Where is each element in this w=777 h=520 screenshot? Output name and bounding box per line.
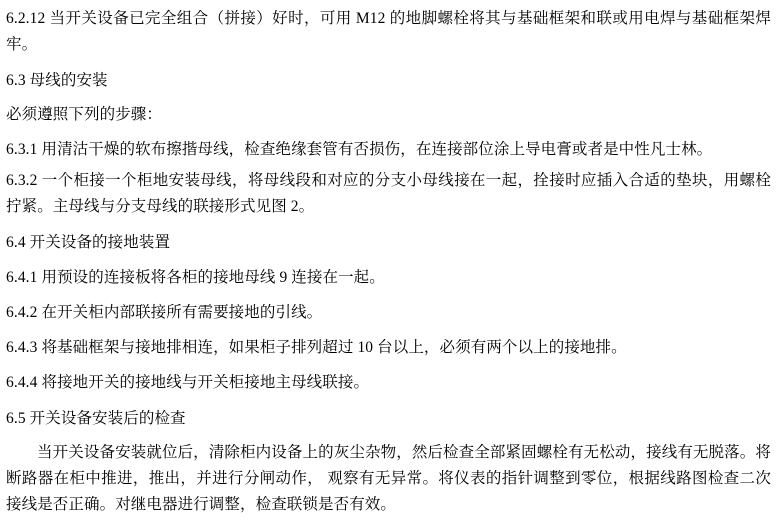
clause-6-4-3: 6.4.3 将基础框架与接地排相连，如果柜子排列超过 10 台以上，必须有两个以上的接地排。	[6, 339, 627, 356]
heading-6-5: 6.5 开关设备安装后的检查	[6, 410, 186, 427]
clause-6-3-1: 6.3.1 用清沽干燥的软布擦揩母线，检查绝缘套管有否损伤，在连接部位涂上导电膏或者是中性凡士林。	[6, 141, 713, 158]
clause-6-3-2: 6.3.2 一个柜接一个柜地安装母线，将母线段和对应的分支小母线接在一起，拴接时应插入合适的垫块，用螺栓拧紧。主母线与分支母线的联接形式见图 2。	[6, 172, 771, 215]
body-6-5: 当开关设备安装就位后，清除柜内设备上的灰尘杂物，然后检查全部紧固螺栓有无松动，接线有无脱落。将断路器在柜中推进，推出，并进行分闸动作， 观察有无异常。将仪表的指针调整到零位，根据线路图检查二次接线是否正确。对继电器进行调整，检查联锁是否有效。	[6, 444, 771, 513]
intro-6-3: 必须遵照下列的步骤：	[6, 106, 163, 123]
clause-6-4-1: 6.4.1 用预设的连接板将各柜的接地母线 9 连接在一起。	[6, 269, 385, 286]
clause-6-4-2: 6.4.2 在开关柜内部联接所有需要接地的引线。	[6, 304, 323, 321]
heading-6-4: 6.4 开关设备的接地装置	[6, 234, 171, 251]
clause-6-2-12: 6.2.12 当开关设备已完全组合（拼接）好时，可用 M12 的地脚螺栓将其与基础框架和联或用电焊与基础框架焊牢。	[6, 10, 771, 53]
heading-6-3: 6.3 母线的安装	[6, 72, 108, 89]
clause-6-4-4: 6.4.4 将接地开关的接地线与开关柜接地主母线联接。	[6, 374, 370, 391]
